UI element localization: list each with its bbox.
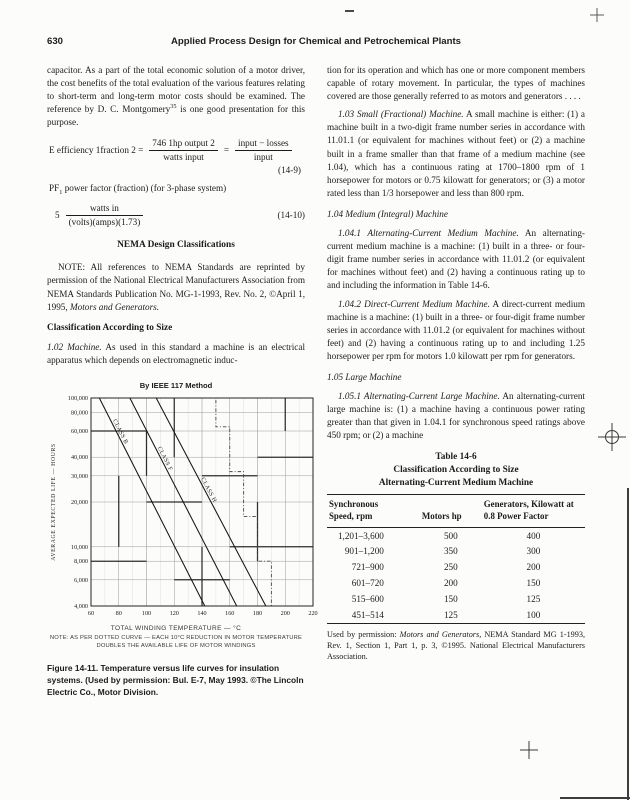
x-tick-label: 140	[197, 610, 207, 618]
scan-edge-line-bottom	[560, 797, 630, 799]
table-cell: 300	[526, 546, 541, 557]
heading-classification-by-size: Classification According to Size	[47, 322, 173, 333]
equation-lhs: E efficiency 1fraction 2 =	[49, 144, 144, 155]
paragraph-1-04-2	[327, 298, 585, 363]
paragraph-text: capacitor. As a part of the total economic solution of a motor driver, the cost benefits of the total evaluation of the various features relating to short-term and long-term motor costs should be examined. The reference by D. C. Montgomery	[47, 65, 305, 115]
table-row	[327, 528, 585, 544]
y-tick-label: 8,000	[74, 558, 88, 566]
chart-note-line1: NOTE: AS PER DOTTED CURVE — EACH 10°C REDUCTION IN MOTOR TEMPERATURE	[49, 635, 303, 642]
chart-note-line2: DOUBLES THE AVAILABLE LIFE OF MOTOR WINDINGS	[96, 642, 256, 649]
life-chart	[47, 394, 319, 622]
denominator: input	[253, 151, 273, 162]
note-italic-title: Motors and Generators.	[69, 301, 160, 312]
x-tick-label: 60	[87, 610, 95, 618]
heading-1-04: 1.04 Medium (Integral) Machine	[327, 208, 448, 219]
table-row	[327, 544, 585, 560]
denominator: watts input	[163, 151, 204, 162]
x-tick-label: 160	[225, 610, 235, 618]
section-text: A direct-current medium machine is a machine: (1) built in a three- or four-digit frame number series in accordance with 11.01.2 (or equivalent for machines without feet) and (2) having a continuous rating up to and including 1.25 horsepower per rpm for motors 1.0 kilowatt per rpm for generators.	[327, 298, 585, 361]
paragraph-nema-note	[47, 261, 305, 313]
table-cell: 200	[526, 562, 541, 573]
fraction	[66, 202, 144, 228]
footnote-italic-title: Motors and Generators	[399, 630, 480, 640]
y-tick-label: 6,000	[74, 576, 88, 584]
pf-definition-line	[49, 182, 305, 195]
footnote-text: , NEMA Standard MG 1-1993, Rev. 1, Section 1, Part 1, p. 3, ©1995. National Electrical Manufacturers Association.	[327, 630, 585, 662]
paragraph-1-04-1	[327, 227, 585, 292]
paragraph-rotary: tion for its operation and which has one or more component members capable of rotary movement. In particular, the types of machines covered are those generally referred to as motors and generators . . . .	[327, 65, 585, 102]
section-text: As used in this standard a machine is an electrical apparatus which depends on electromagnetic induc-	[47, 341, 305, 365]
section-text: An alternating-current medium machine is a machine: (1) built in a three- or four-digit frame number series in accordance with 11.01.2 (or equivalent for machines without feet) and (2) having a continuous rating up to and including the information in Table 14-6.	[327, 228, 585, 291]
figure-caption: Figure 14-11. Temperature versus life curves for insulation systems. (Used by permission: Bul. E-7, May 1993. ©The Lincoln Electric Co., Motor Division.	[47, 663, 304, 697]
paragraph-capacitor	[47, 64, 305, 129]
equals-sign: =	[223, 144, 230, 155]
y-tick-label: 60,000	[70, 428, 88, 436]
fraction	[149, 137, 218, 163]
footnote-text: Used by permission:	[327, 630, 400, 640]
header-line: Synchronous	[329, 499, 379, 510]
table-footnote	[327, 630, 585, 663]
page-header	[47, 36, 585, 47]
numerator: 746 1hp output 2	[149, 137, 218, 150]
header-line: Speed, rpm	[329, 510, 373, 521]
table-head	[327, 495, 585, 528]
registration-mark-top-right	[590, 8, 604, 22]
page-number: 630	[47, 36, 64, 47]
table-cell: 515–600	[351, 594, 384, 605]
x-tick-label: 100	[141, 610, 152, 618]
table-cell: 721–900	[351, 562, 384, 573]
registration-mark-bottom	[520, 741, 538, 759]
numerator: input − losses	[235, 137, 292, 150]
table-cell: 500	[443, 530, 458, 541]
figure-14-11	[47, 379, 318, 650]
classification-table	[327, 494, 585, 624]
x-tick-label: 80	[115, 610, 122, 618]
right-column	[327, 64, 585, 668]
scan-edge-line-right	[627, 488, 629, 800]
table-cell: 250	[443, 562, 458, 573]
table-row	[327, 592, 585, 608]
table-cell: 1,201–3,600	[337, 530, 384, 541]
registration-mark-right	[592, 420, 630, 456]
page-title: Applied Process Design for Chemical and Petrochemical Plants	[170, 36, 462, 47]
table-cell: 125	[443, 609, 458, 620]
table-cell: 400	[526, 530, 541, 541]
header-row	[327, 495, 585, 528]
equation-14-9	[49, 137, 305, 163]
scan-edge-mark-top	[345, 10, 354, 12]
series-label: CLASS B	[111, 418, 129, 446]
table-14-6	[327, 451, 585, 663]
paragraph-text: is one good presentation for this purpose.	[47, 104, 305, 128]
chart-title: By IEEE 117 Method	[139, 381, 213, 391]
table-cell: 901–1,200	[344, 546, 384, 557]
table-cell: 100	[526, 609, 541, 620]
x-axis-label: TOTAL WINDING TEMPERATURE — °C	[110, 625, 242, 633]
y-tick-label: 10,000	[70, 543, 88, 551]
x-tick-label: 180	[252, 610, 263, 618]
y-tick-label: 40,000	[70, 454, 88, 462]
header-line: 0.8 Power Factor	[483, 510, 549, 521]
table-cell: 150	[526, 578, 541, 589]
equation-14-10	[55, 202, 305, 228]
table-title	[327, 451, 585, 489]
section-lead: 1.04.1 Alternating-Current Medium Machine.	[338, 228, 519, 239]
section-text: A small machine is either: (1) a machine built in a two-digit frame number series in accordance with 11.01.1 (or equivalent for machines without feet) or (2) a machine built in a frame smaller than that frame of a medium machine (see 1.04), which has a continuous rating at 1700–1800 rpm of 1 horsepower for motors or 0.75 kilowatt for generators; or (3) a motor rated less than 1/3 horsepower and less than 800 rpm.	[327, 109, 585, 198]
table-cell: 451–514	[351, 609, 384, 620]
heading-nema-design-classifications: NEMA Design Classifications	[117, 240, 235, 251]
x-tick-label: 220	[308, 610, 318, 618]
pf-text: power factor (fraction) (for 3-phase system)	[62, 183, 227, 194]
series-label: CLASS H	[199, 476, 218, 504]
fraction	[235, 137, 292, 163]
table-body	[327, 528, 585, 624]
section-lead: 1.04.2 Direct-Current Medium Machine.	[338, 298, 490, 309]
table-title-line3: Alternating-Current Medium Machine	[378, 477, 534, 488]
equation-number: (14-10)	[277, 209, 305, 220]
header-line: Generators, Kilowatt at	[483, 499, 574, 510]
equation-lhs: 5	[55, 209, 60, 220]
table-row	[327, 608, 585, 624]
table-title-line1: Table 14-6	[435, 452, 477, 463]
y-axis-label: AVERAGE EXPECTED LIFE — HOURS	[51, 443, 57, 561]
col-header-motors-hp: Motors hp	[420, 495, 482, 528]
section-lead: 1.03 Small (Fractional) Machine.	[338, 109, 464, 120]
equation-number: (14-9)	[278, 165, 301, 176]
series-label: CLASS F	[155, 446, 174, 473]
table-row	[327, 560, 585, 576]
col-header-synchronous-speed	[327, 495, 420, 528]
paragraph-1-05-1	[327, 390, 585, 442]
y-tick-label: 4,000	[74, 603, 88, 611]
table-cell: 200	[443, 578, 458, 589]
denominator: (volts)(amps)(1.73)	[68, 216, 141, 227]
table-cell: 125	[526, 594, 541, 605]
section-lead: 1.02 Machine.	[47, 341, 102, 352]
x-tick-label: 120	[169, 610, 179, 618]
y-tick-label: 80,000	[70, 409, 88, 417]
section-text: An alternating-current large machine is: (1) a machine having a continuous power rating greater than that given in 1.04.1 for synchronous speed ratings above 450 rpm; or (2) a machine	[327, 391, 585, 441]
table-cell: 350	[443, 546, 458, 557]
footnote-ref: 35	[170, 103, 177, 111]
table-cell: 150	[443, 594, 458, 605]
col-header-generators-kw	[482, 495, 585, 528]
paragraph-1-02	[47, 341, 305, 367]
numerator: watts in	[66, 202, 144, 215]
section-lead: 1.05.1 Alternating-Current Large Machine.	[338, 391, 500, 402]
table-cell: 601–720	[351, 578, 384, 589]
y-tick-label: 100,000	[67, 395, 88, 403]
left-column	[47, 64, 318, 703]
pf-symbol: PF	[49, 183, 60, 194]
note-text: NOTE: All references to NEMA Standards are reprinted by permission of the National Electrical Manufacturers Association from NEMA Standards Publication No. MG-1-1993, Rev. No. 2, ©April 1, 1995,	[47, 262, 305, 312]
table-row	[327, 576, 585, 592]
table-title-line2: Classification According to Size	[393, 465, 519, 476]
y-tick-label: 20,000	[70, 499, 88, 507]
x-tick-label: 200	[280, 610, 290, 618]
paragraph-1-03	[327, 108, 585, 200]
pf-subscript: 1	[59, 189, 63, 197]
y-tick-label: 30,000	[70, 472, 88, 480]
heading-1-05: 1.05 Large Machine	[327, 371, 402, 382]
